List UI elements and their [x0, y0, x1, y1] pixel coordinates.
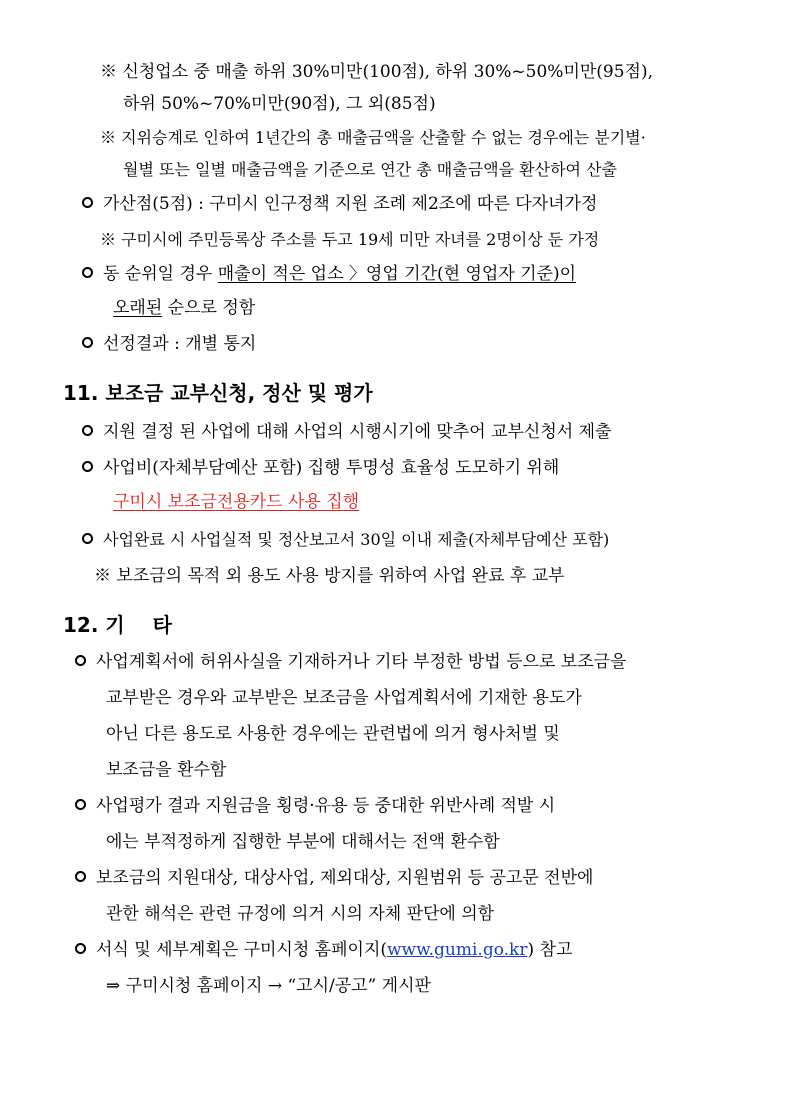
bonus-note: ※ 구미시에 주민등록상 주소를 두고 19세 미만 자녀를 2명이상 둔 가정 — [100, 230, 600, 249]
s12-item-2-text: 사업평가 결과 지원금을 횡령·유용 등 중대한 위반사례 적발 시 — [96, 796, 556, 816]
s12-item-3-text: 보조금의 지원대상, 대상사업, 제외대상, 지원범위 등 공고문 전반에 — [96, 868, 594, 888]
s12-item-2-l2: 에는 부적정하게 집행한 부분에 대해서는 전액 환수함 — [106, 832, 500, 852]
s12-item-1-l3: 아닌 다른 용도로 사용한 경우에는 관련법에 의거 형사처벌 및 — [106, 724, 560, 744]
circle-bullet-icon — [75, 799, 86, 810]
s11-note: ※ 보조금의 목적 외 용도 사용 방지를 위하여 사업 완료 후 교부 — [94, 566, 565, 586]
s12-item-3-l2: 관한 해석은 관련 규정에 의거 시의 자체 판단에 의함 — [106, 904, 495, 924]
gumi-homepage-link[interactable]: www.gumi.go.kr — [387, 940, 528, 960]
circle-bullet-icon — [82, 533, 93, 544]
s11-item-1 — [82, 420, 611, 444]
note-score-ranges: ※ 신청업소 중 매출 하위 30%미만(100점), 하위 30%~50%미만(95점), — [100, 62, 654, 82]
circle-bullet-icon — [82, 461, 93, 472]
s12-item-3 — [75, 866, 593, 890]
tie-rule-item — [82, 262, 576, 286]
tie-rule-cont — [113, 296, 255, 320]
circle-bullet-icon — [82, 425, 93, 436]
circle-bullet-icon — [75, 871, 86, 882]
section-11-heading: 11. 보조금 교부신청, 정산 및 평가 — [63, 381, 373, 405]
s12-item-4-text: 서식 및 세부계획은 구미시청 홈페이지( — [96, 940, 387, 960]
bonus-item — [82, 192, 597, 216]
card-usage-red-text: 구미시 보조금전용카드 사용 집행 — [113, 492, 360, 512]
circle-bullet-icon — [82, 197, 93, 208]
circle-bullet-icon — [82, 337, 93, 348]
tie-rule-underlined-cont: 오래된 — [113, 298, 163, 318]
s12-item-4-text-end: ) 참고 — [527, 940, 573, 960]
s12-item-1-l4: 보조금을 환수함 — [106, 760, 227, 780]
s12-item-1 — [75, 650, 627, 674]
section-12-heading: 12. 기 타 — [63, 613, 172, 637]
result-item — [82, 332, 256, 356]
s11-item-3 — [82, 528, 609, 552]
result-text: 선정결과 : 개별 통지 — [103, 334, 257, 354]
note-score-ranges-cont: 하위 50%~70%미만(90점), 그 외(85점) — [123, 94, 436, 114]
s12-item-4-l2: ⇒ 구미시청 홈페이지 → “고시/공고” 게시판 — [106, 976, 431, 996]
tie-rule-underlined: 매출이 적은 업소 〉영업 기간(현 영업자 기준)이 — [217, 264, 577, 284]
note-succession-cont: 월별 또는 일별 매출금액을 기준으로 연간 총 매출금액을 환산하여 산출 — [123, 160, 617, 179]
s11-item-2-text: 사업비(자체부담예산 포함) 집행 투명성 효율성 도모하기 위해 — [103, 458, 560, 478]
bonus-text: 가산점(5점) : 구미시 인구정책 지원 조례 제2조에 따른 다자녀가정 — [103, 194, 598, 214]
circle-bullet-icon — [82, 267, 93, 278]
tie-rule-text-cont: 순으로 정함 — [162, 298, 256, 318]
s12-item-1-text: 사업계획서에 허위사실을 기재하거나 기타 부정한 방법 등으로 보조금을 — [96, 652, 627, 672]
tie-rule-text: 동 순위일 경우 — [103, 264, 218, 284]
s11-item-3-text: 사업완료 시 사업실적 및 정산보고서 30일 이내 제출(자체부담예산 포함) — [103, 530, 610, 549]
s11-item-2 — [82, 456, 559, 480]
s12-item-4 — [75, 938, 572, 962]
s11-item-1-text: 지원 결정 된 사업에 대해 사업의 시행시기에 맞추어 교부신청서 제출 — [103, 422, 612, 442]
circle-bullet-icon — [75, 943, 86, 954]
s12-item-1-l2: 교부받은 경우와 교부받은 보조금을 사업계획서에 기재한 용도가 — [106, 688, 582, 708]
s12-item-2 — [75, 794, 555, 818]
s11-item-2-red — [113, 490, 359, 514]
circle-bullet-icon — [75, 655, 86, 666]
note-succession: ※ 지위승계로 인하여 1년간의 총 매출금액을 산출할 수 없는 경우에는 분기별· — [100, 128, 646, 147]
